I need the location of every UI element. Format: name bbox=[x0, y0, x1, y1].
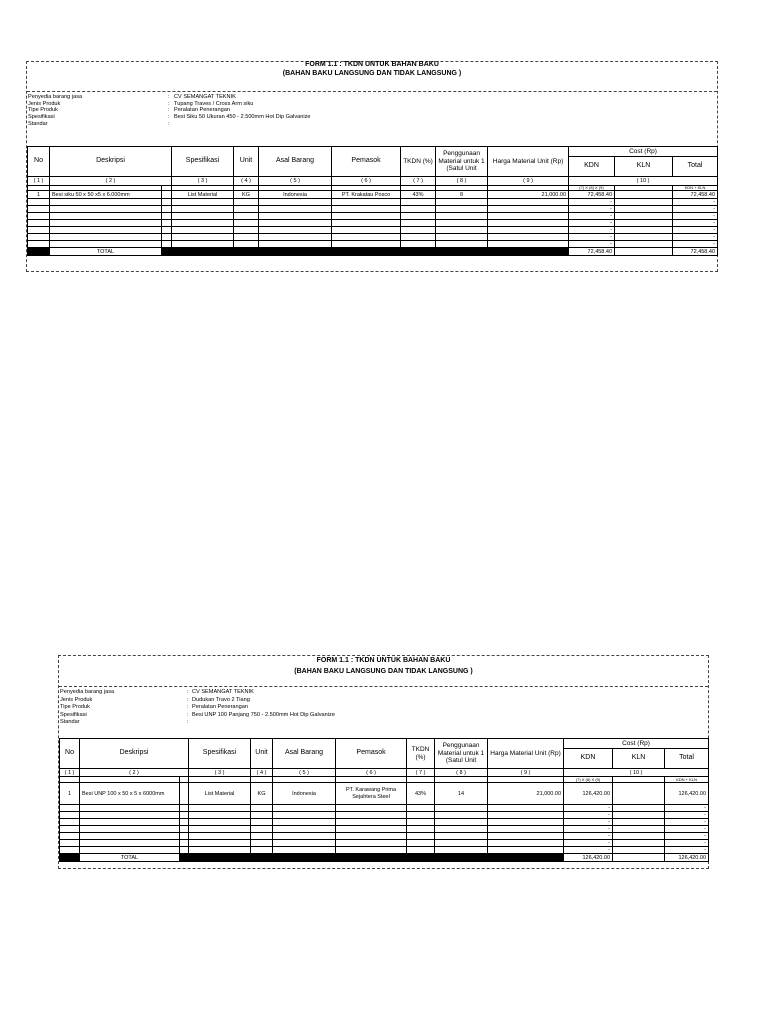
header-pemasok: Pemasok bbox=[336, 739, 407, 769]
table-row: - - bbox=[28, 199, 718, 206]
header-pemasok: Pemasok bbox=[332, 147, 401, 177]
total-label: TOTAL bbox=[80, 854, 180, 862]
header-unit: Unit bbox=[251, 739, 273, 769]
tkdn-form-1 bbox=[26, 61, 718, 272]
form-title-block bbox=[59, 657, 708, 677]
header-kdn: KDN bbox=[569, 157, 615, 177]
table-row: - - bbox=[60, 805, 709, 812]
title-divider bbox=[59, 686, 708, 687]
form-subtitle: (BAHAN BAKU LANGSUNG DAN TIDAK LANGSUNG ) bbox=[294, 667, 473, 675]
header-kln: KLN bbox=[615, 157, 673, 177]
total-kdn: 126,420.00 bbox=[564, 854, 613, 862]
table-row: - - bbox=[60, 812, 709, 819]
info-row-penyedia: Penyedia barang jasa : CV SEMANGAT TEKNIK bbox=[28, 94, 236, 100]
table-row: - - bbox=[28, 213, 718, 220]
header-total: Total bbox=[673, 157, 718, 177]
header-asal-barang: Asal Barang bbox=[259, 147, 332, 177]
table-row: - - bbox=[60, 847, 709, 854]
table-row: - - bbox=[28, 206, 718, 213]
header-spesifikasi: Spesifikasi bbox=[189, 739, 251, 769]
header-asal-barang: Asal Barang bbox=[273, 739, 336, 769]
info-row-standar: Standar : bbox=[28, 120, 170, 127]
title-divider bbox=[27, 91, 717, 92]
info-row-standar: Standar : bbox=[60, 719, 189, 726]
product-info bbox=[28, 94, 311, 128]
index-row: ( 1 ) ( 2 ) ( 3 ) ( 4 ) ( 5 ) ( 6 ) ( 7 ) ( 8 ) ( 9 ) ( 10 ) bbox=[28, 177, 718, 186]
header-kdn: KDN bbox=[564, 749, 613, 769]
table-row: 1 Besi UNP 100 x 50 x 5 x 6000mm List Material KG Indonesia PT. Karawang Prima Sejahtera Steel 43% 14 21,000.00 126,420.00 126,420.00 bbox=[60, 783, 709, 805]
header-harga: Harga Material Unit (Rp) bbox=[488, 739, 564, 769]
material-table bbox=[59, 738, 709, 862]
total-kdn: 72,458.40 bbox=[569, 248, 615, 256]
header-harga: Harga Material Unit (Rp) bbox=[488, 147, 569, 177]
header-deskripsi: Deskripsi bbox=[80, 739, 189, 769]
product-info bbox=[60, 689, 335, 727]
header-penggunaan: Penggunaan Material untuk 1 (Satul Unit bbox=[436, 147, 488, 177]
header-tkdn: TKDN (%) bbox=[401, 147, 436, 177]
total-total: 126,420.00 bbox=[665, 854, 709, 862]
header-deskripsi: Deskripsi bbox=[50, 147, 172, 177]
index-row: ( 1 ) ( 2 ) ( 3 ) ( 4 ) ( 5 ) ( 6 ) ( 7 ) ( 8 ) ( 9 ) ( 10 ) bbox=[60, 769, 709, 777]
info-row-jenis: Jenis Produk : Dudukan Travo 2 Tiang bbox=[60, 696, 250, 703]
table-row: - - bbox=[28, 227, 718, 234]
info-row-tipe: Tipe Produk : Peralatan Penerangan bbox=[60, 704, 248, 711]
tkdn-form-2 bbox=[58, 655, 709, 869]
info-row-jenis: Jenis Produk : Tupang Traves / Cross Arm siku bbox=[28, 100, 254, 107]
material-table bbox=[27, 146, 718, 256]
table-row: - - bbox=[28, 234, 718, 241]
table-row: 1 Besi siku 50 x 50 x5 x 6.000mm List Material KG Indonesia PT. Krakatau Posco 43% 8 21,000.00 72,458.40 72,458.40 bbox=[28, 191, 718, 199]
header-no: No bbox=[60, 739, 80, 769]
formula-row: (7) X (8) X (9) KDN + KLN bbox=[28, 186, 718, 191]
header-total: Total bbox=[665, 749, 709, 769]
total-row bbox=[60, 854, 709, 862]
form-title: FORM 1.1 : TKDN UNTUK BAHAN BAKU bbox=[316, 657, 451, 664]
formula-row: (7) X (8) X (9) KDN + KLN bbox=[60, 777, 709, 783]
table-row: - - bbox=[60, 840, 709, 847]
table-row: - - bbox=[28, 241, 718, 248]
info-row-spesifikasi: Spesifikasi : Besi Siku 50 Ukuran 450 - 2.500mm Hot Dip Galvanize bbox=[28, 114, 311, 121]
total-label: TOTAL bbox=[50, 248, 162, 256]
header-penggunaan: Penggunaan Material untuk 1 (Satul Unit bbox=[435, 739, 488, 769]
header-tkdn: TKDN (%) bbox=[407, 739, 435, 769]
header-cost: Cost (Rp) bbox=[569, 147, 718, 157]
header-cost: Cost (Rp) bbox=[564, 739, 709, 749]
total-total: 72,458.40 bbox=[673, 248, 718, 256]
form-title: FORM 1.1 : TKDN UNTUK BAHAN BAKU bbox=[305, 61, 439, 68]
header-spesifikasi: Spesifikasi bbox=[172, 147, 234, 177]
header-kln: KLN bbox=[613, 749, 665, 769]
info-row-penyedia: Penyedia barang jasa : CV SEMANGAT TEKNIK bbox=[60, 689, 254, 695]
table-row: - - bbox=[60, 819, 709, 826]
info-row-spesifikasi: Spesifikasi : Besi UNP 100 Panjang 750 - 2.500mm Hot Dip Galvanize bbox=[60, 711, 335, 718]
header-unit: Unit bbox=[234, 147, 259, 177]
header-no: No bbox=[28, 147, 50, 177]
form-subtitle: (BAHAN BAKU LANGSUNG DAN TIDAK LANGSUNG ) bbox=[282, 69, 462, 77]
total-row bbox=[28, 248, 718, 256]
form-title-block bbox=[27, 61, 717, 79]
table-row: - - bbox=[28, 220, 718, 227]
table-row: - - bbox=[60, 833, 709, 840]
info-row-tipe: Tipe Produk : Peralatan Penerangan bbox=[28, 107, 230, 114]
table-row: - - bbox=[60, 826, 709, 833]
